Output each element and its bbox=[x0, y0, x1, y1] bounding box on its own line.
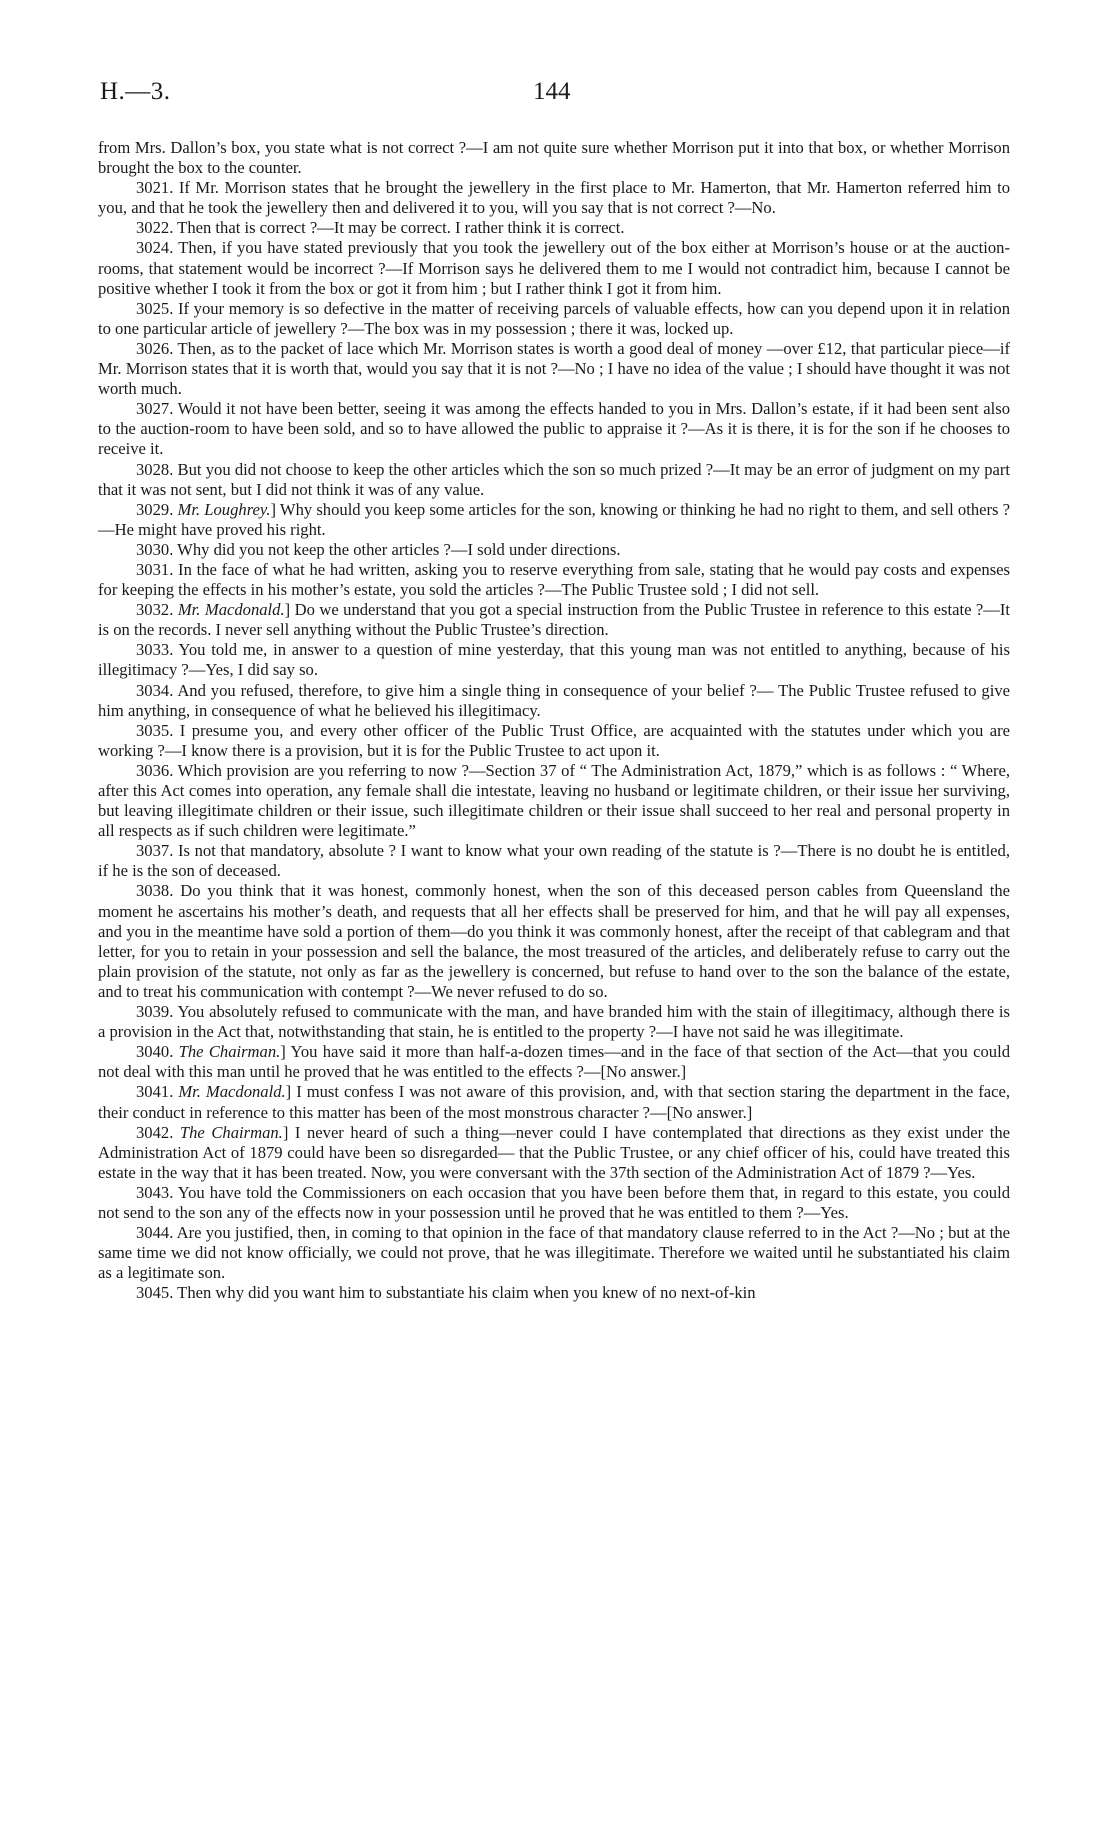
question-3031 bbox=[98, 560, 1010, 600]
paragraph-text: 3033. You told me, in answer to a question of mine yesterday, that this young man was not entitled to anything, because of his illegitimacy ?—Yes, I did say so. bbox=[98, 640, 1010, 680]
paragraph-text: 3043. You have told the Commissioners on each occasion that you have been before them that, in regard to this estate, you could not send to the son any of the effects now in your possession until he proved that he was entitled to them ?—Yes. bbox=[98, 1182, 1010, 1222]
question-3028 bbox=[98, 460, 1010, 500]
question-3036 bbox=[98, 761, 1010, 841]
question-3037 bbox=[98, 841, 1010, 881]
speaker-name: Mr. Macdonald. bbox=[177, 600, 285, 620]
paragraph-text: 3037. Is not that mandatory, absolute ? I want to know what your own reading of the statute is ?—There is no doubt he is entitled, if he is the son of deceased. bbox=[98, 841, 1010, 881]
paragraph-text: ] I must confess I was not aware of this provision, and, with that section staring the department in the face, their conduct in reference to this matter has been of the most monstrous character ?—[No answer.] bbox=[98, 1082, 1011, 1122]
question-3032 bbox=[98, 600, 1010, 640]
question-3033 bbox=[98, 640, 1010, 680]
question-3039 bbox=[98, 1002, 1010, 1042]
document-reference: H.—3. bbox=[100, 78, 171, 105]
paragraph-text: 3030. Why did you not keep the other articles ?—I sold under directions. bbox=[136, 539, 621, 559]
question-3021 bbox=[98, 178, 1010, 218]
paragraph-text: 3040. bbox=[136, 1042, 179, 1062]
paragraph-text: 3025. If your memory is so defective in the matter of receiving parcels of valuable effects, how can you depend upon it in relation to one particular article of jewellery ?—The box was in my possession ; there it was, locked up. bbox=[98, 298, 1010, 338]
paragraph-text: ] Do we understand that you got a special instruction from the Public Trustee in reference to this estate ?—It is on the records. I never sell anything without the Public Trustee’s direction. bbox=[98, 600, 1011, 640]
paragraph-text: 3045. Then why did you want him to substantiate his claim when you knew of no next-of-kin bbox=[136, 1283, 756, 1303]
paragraph-text: 3039. You absolutely refused to communicate with the man, and have branded him with the stain of illegitimacy, although there is a provision in the Act that, notwithstanding that stain, he is entitled to the property ?—I have not said he was illegitimate. bbox=[98, 1002, 1010, 1042]
question-3030 bbox=[98, 540, 1010, 560]
paragraph-text: 3031. In the face of what he had written, asking you to reserve everything from sale, stating that he would pay costs and expenses for keeping the effects in his mother’s estate, you sold the articles ?—The Public Trustee sold ; I did not sell. bbox=[98, 559, 1010, 600]
continued-paragraph bbox=[98, 138, 1010, 178]
speaker-name: Mr. Loughrey. bbox=[177, 499, 271, 519]
paragraph-text: ] You have said it more than half-a-dozen times—and in the face of that section of the Act—that you could not deal with this man until he proved that he was entitled to the effects ?—[No answer.] bbox=[98, 1042, 1010, 1082]
question-3022 bbox=[98, 218, 1010, 238]
paragraph-text: 3036. Which provision are you referring to now ?—Section 37 of “ The Administration Act, 1879,” which is as follows : “ Where, after this Act comes into operation, any female shall die intestate, leaving no husband or legitimate children, or their issue her surviving, but leaving illegitimate children or their issue, such illegitimate children or their issue shall succeed to her real and personal property in all respects as if such children were legitimate.” bbox=[98, 760, 1010, 841]
paragraph-text: 3028. But you did not choose to keep the other articles which the son so much prized ?—It may be an error of judgment on my part that it was not sent, but I did not think it was of any value. bbox=[98, 459, 1010, 499]
question-3044 bbox=[98, 1223, 1010, 1283]
paragraph-text: 3026. Then, as to the packet of lace which Mr. Morrison states is worth a good deal of money —over £12, that particular piece—if Mr. Morrison states that it is worth that, would you say that it is not ?—No ; I have no idea of the value ; I should have thought it was not worth much. bbox=[98, 338, 1010, 399]
question-3034 bbox=[98, 681, 1010, 721]
paragraph-text: 3035. I presume you, and every other officer of the Public Trust Office, are acquainted with the statutes under which you are working ?—I know there is a provision, but it is for the Public Trustee to act upon it. bbox=[98, 720, 1010, 760]
question-3025 bbox=[98, 299, 1010, 339]
paragraph-text: 3034. And you refused, therefore, to give him a single thing in consequence of your belief ?— The Public Trustee refused to give him anything, in consequence of what he believed his illegitimacy. bbox=[98, 680, 1010, 720]
question-3038 bbox=[98, 881, 1010, 1002]
paragraph-text: ] I never heard of such a thing—never could I have contemplated that directions as they exist under the Administration Act of 1879 could have been so disregarded— that the Public Trustee, or any chief officer of his, could have treated this estate in the way that it has been treated. Now, you were conversant with the 37th section of the Administration Act of 1879 ?—Yes. bbox=[98, 1122, 1010, 1182]
paragraph-text: 3044. Are you justified, then, in coming to that opinion in the face of that mandatory clause referred to in the Act ?—No ; but at the same time we did not know officially, we could not prove, that he was illegitimate. Therefore we waited until he substantiated his claim as a legitimate son. bbox=[98, 1223, 1010, 1283]
paragraph-text: 3038. Do you think that it was honest, commonly honest, when the son of this deceased person cables from Queensland the moment he ascertains his mother’s death, and requests that all her effects shall be preserved for him, and that he will pay all expenses, and you in the meantime have sold a portion of them—do you think it was commonly honest, after the receipt of that cablegram and that letter, for you to retain in your possession and sell the balance, the most treasured of the articles, and deliberately refuse to carry out the plain provision of the statute, not only as far as the jewellery is concerned, but refuse to hand over to the son the balance of the estate, and to treat his communication with contempt ?—We never refused to do so. bbox=[98, 881, 1010, 1001]
paragraph-text: 3024. Then, if you have stated previously that you took the jewellery out of the box either at Morrison’s house or at the auction-rooms, that statement would be incorrect ?—If Morrison says he delivered them to me I would not contradict him, because I cannot be positive whether I took it from the box or got it from him ; but I rather think I got it from him. bbox=[98, 238, 1010, 298]
paragraph-text: 3027. Would it not have been better, seeing it was among the effects handed to you in Mrs. Dallon’s estate, if it had been sent also to the auction-room to have been sold, and so to have allowed the public to appraise it ?—As it is there, it is for the son if he chooses to receive it. bbox=[98, 399, 1010, 459]
speaker-name: The Chairman. bbox=[178, 1042, 281, 1062]
paragraph-text: 3041. bbox=[136, 1082, 179, 1102]
question-3027 bbox=[98, 399, 1010, 459]
page-number: 144 bbox=[533, 78, 571, 105]
speaker-name: The Chairman. bbox=[179, 1122, 283, 1142]
paragraph-text: 3042. bbox=[136, 1122, 180, 1142]
paragraph-text: from Mrs. Dallon’s box, you state what is not correct ?—I am not quite sure whether Morrison put it into that box, or whether Morrison brought the box to the counter. bbox=[98, 138, 1010, 178]
question-3041 bbox=[98, 1082, 1010, 1122]
question-3024 bbox=[98, 238, 1010, 298]
question-3042 bbox=[98, 1123, 1010, 1183]
paragraph-text: ] Why should you keep some articles for the son, knowing or thinking he had no right to them, and sell others ?—He might have proved his right. bbox=[98, 499, 1011, 539]
question-3040 bbox=[98, 1042, 1010, 1082]
paragraph-text: 3032. bbox=[136, 600, 178, 620]
question-3029 bbox=[98, 500, 1010, 540]
paragraph-text: 3029. bbox=[136, 499, 178, 519]
paragraph-text: 3022. Then that is correct ?—It may be correct. I rather think it is correct. bbox=[136, 218, 625, 238]
speaker-name: Mr. Macdonald. bbox=[178, 1082, 286, 1102]
question-3043 bbox=[98, 1183, 1010, 1223]
question-3045 bbox=[98, 1283, 1010, 1303]
paragraph-text: 3021. If Mr. Morrison states that he brought the jewellery in the first place to Mr. Hamerton, that Mr. Hamerton referred him to you, and that he took the jewellery then and delivered it to you, will you say that is not correct ?—No. bbox=[98, 178, 1010, 218]
question-3035 bbox=[98, 721, 1010, 761]
body-text bbox=[98, 138, 1010, 1303]
question-3026 bbox=[98, 339, 1010, 399]
